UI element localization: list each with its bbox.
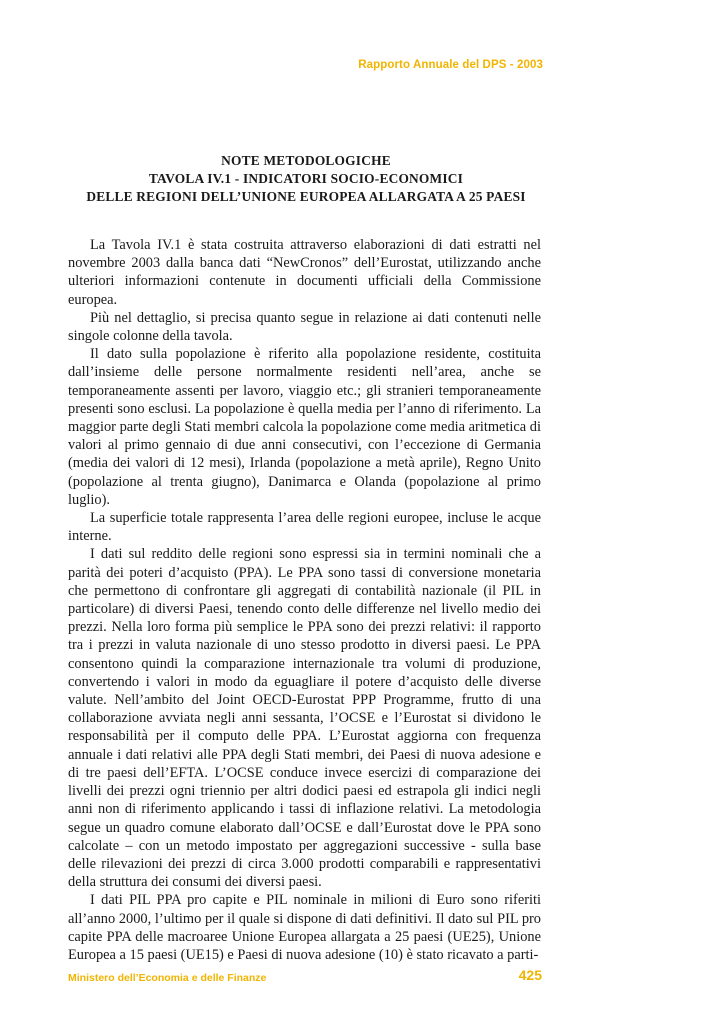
- footer-ministry: Ministero dell’Economia e delle Finanze: [68, 972, 267, 984]
- paragraph: Il dato sulla popolazione è riferito alla popolazione residente, costituita dall’insieme delle persone normalmente residenti nell’area, anche se temporaneamente assenti per lavoro, viaggio etc.; gli stranieri temporaneamente presenti sono esclusi. La popolazione è quella media per l’anno di riferimento. La maggior parte degli Stati membri calcola la popolazione come media aritmetica di valori al primo gennaio di due anni consecutivi, con l’eccezione di Germania (media dei valori di 12 mesi), Irlanda (popolazione a metà aprile), Regno Unito (popolazione al trenta giugno), Danimarca e Olanda (popolazione al primo luglio).: [68, 346, 541, 508]
- running-header: Rapporto Annuale del DPS - 2003: [358, 59, 543, 71]
- paragraph: La Tavola IV.1 è stata costruita attraverso elaborazioni di dati estratti nel novembre 2003 dalla banca dati “NewCronos” dell’Eurostat, utilizzando anche ulteriori informazioni contenute in documenti ufficiali della Commissione europea.: [68, 237, 541, 308]
- paragraph: I dati PIL PPA pro capite e PIL nominale in milioni di Euro sono riferiti all’anno 2000, l’ultimo per il quale si dispone di dati definitivi. Il dato sul PIL pro capite PPA delle macroaree Unione Europea allargata a 25 paesi (UE25), Unione Europea a 15 paesi (UE15) e Paesi di nuova adesione (10) è stato ricavato a parti-: [68, 892, 541, 963]
- paragraph: I dati sul reddito delle regioni sono espressi sia in termini nominali che a parità dei poteri d’acquisto (PPA). Le PPA sono tassi di conversione monetaria che permettono di confrontare gli aggregati di contabilità nazionale (il PIL in particolare) di diversi Paesi, tenendo conto delle differenze nel livello medio dei prezzi. Nella loro forma più semplice le PPA sono dei prezzi relativi: il rapporto tra i prezzi in valuta nazionale di uno stesso prodotto in diversi paesi. Le PPA consentono quindi la comparazione internazionale tra volumi di produzione, convertendo i valori in modo da eguagliare il potere d’acquisto delle diverse valute. Nell’ambito del Joint OECD-Eurostat PPP Programme, frutto di una collaborazione avviata negli anni sessanta, l’OCSE e l’Eurostat si dividono le responsabilità per il computo delle PPA. L’Eurostat aggiorna con frequenza annuale i dati relativi alle PPA degli Stati membri, dei Paesi di nuova adesione e di tre paesi dell’EFTA. L’OCSE conduce invece esercizi di comparazione dei livelli dei prezzi ogni triennio per altri dodici paesi ed estrapola gli indici negli anni non di riferimento applicando i tassi di inflazione relativi. La metodologia segue un quadro comune elaborato dall’OCSE e dall’Eurostat dove le PPA sono calcolate – con un metodo impostato per aggregazioni successive - sulla base delle rilevazioni dei prezzi di circa 3.000 prodotti comparabili e rappresentativi della struttura dei consumi dei diversi paesi.: [68, 546, 541, 891]
- page-title: [72, 152, 540, 206]
- title-line-3: DELLE REGIONI DELL’UNIONE EUROPEA ALLARGATA A 25 PAESI: [86, 189, 526, 204]
- paragraph: La superficie totale rappresenta l’area delle regioni europee, incluse le acque interne.: [68, 510, 541, 545]
- page-number: 425: [518, 967, 542, 983]
- body-text: [68, 236, 541, 964]
- title-line-2: TAVOLA IV.1 - INDICATORI SOCIO-ECONOMICI: [148, 171, 464, 186]
- title-line-1: NOTE METODOLOGICHE: [221, 153, 391, 168]
- paragraph: Più nel dettaglio, si precisa quanto segue in relazione ai dati contenuti nelle singole colonne della tavola.: [68, 309, 541, 345]
